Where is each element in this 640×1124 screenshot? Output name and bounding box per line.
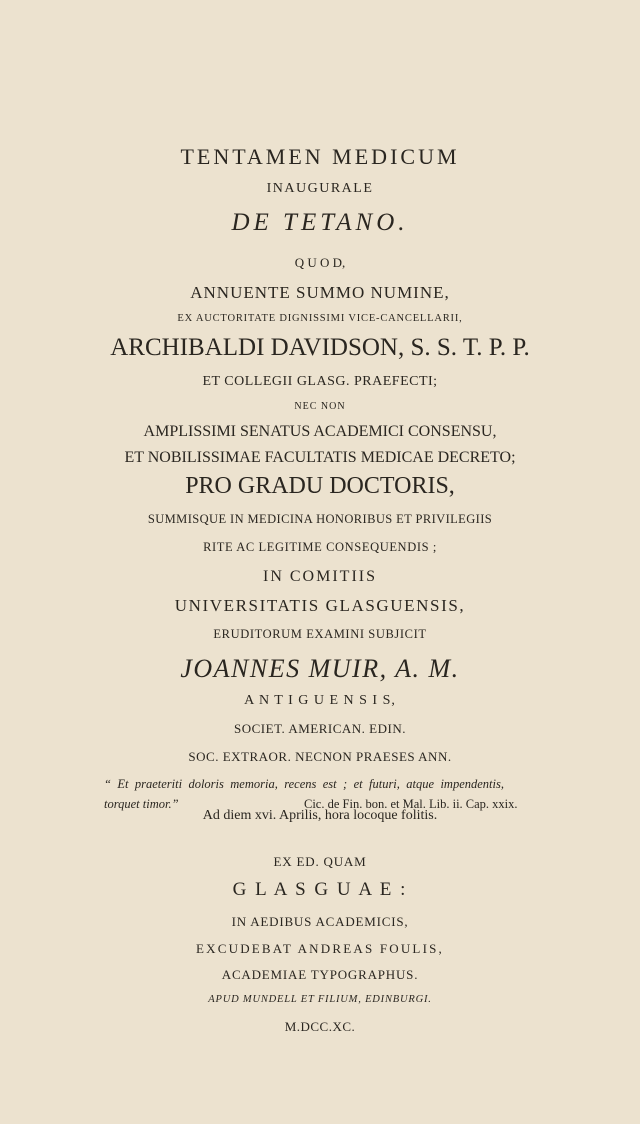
eruditorum-line: ERUDITORUM EXAMINI SUBJICIT <box>213 627 427 641</box>
title-subject: DE TETANO. <box>231 209 409 236</box>
imprint-city: G L A S G U A E : <box>232 879 408 900</box>
auctoritate-line: EX AUCTORITATE DIGNISSIMI VICE-CANCELLARII, <box>177 313 463 324</box>
senatus-line: AMPLISSIMI SENATUS ACADEMICI CONSENSU, <box>143 423 497 440</box>
title-main: TENTAMEN MEDICUM <box>180 144 460 169</box>
in-comitiis-line: IN COMITIIS <box>263 568 377 585</box>
summisque-line: SUMMISQUE IN MEDICINA HONORIBUS ET PRIVILEGIIS <box>147 512 493 526</box>
nec-non-line: NEC NON <box>294 401 346 412</box>
imprint-printer: EXCUDEBAT ANDREAS FOULIS, <box>196 941 444 956</box>
imprint-aedibus: IN AEDIBUS ACADEMICIS, <box>231 914 409 929</box>
author-origin: A N T I G U E N S I S, <box>244 693 396 708</box>
annuente-line: ANNUENTE SUMMO NUMINE, <box>190 283 450 302</box>
rite-line: RITE AC LEGITIME CONSEQUENDIS ; <box>203 540 437 554</box>
imprint-typographus: ACADEMIAE TYPOGRAPHUS. <box>221 967 419 982</box>
imprint-year: M.DCC.XC. <box>284 1019 356 1034</box>
author-societies-1: SOCIET. AMERICAN. EDIN. <box>234 721 406 736</box>
archibaldi-line: ARCHIBALDI DAVIDSON, S. S. T. P. P. <box>110 334 530 361</box>
epigraph-text: “ Et praeteriti doloris memoria, recens est ; et futuri, atque impendentis, torquet timor.” <box>104 777 504 811</box>
epigraph-citation: Cic. de Fin. bon. et Mal. Lib. ii. Cap. xxix. <box>304 797 518 811</box>
date-line: Ad diem xvi. Aprilis, hora locoque folitis. <box>202 808 438 823</box>
author-societies-2: SOC. EXTRAOR. NECNON PRAESES ANN. <box>188 749 452 764</box>
imprint-ex-ed: EX ED. QUAM <box>273 854 367 869</box>
title-inaugurale: INAUGURALE <box>266 181 374 196</box>
collegii-line: ET COLLEGII GLASG. PRAEFECTI; <box>202 374 438 389</box>
imprint-apud: APUD MUNDELL ET FILIUM, EDINBURGI. <box>208 994 432 1005</box>
pro-gradu-line: PRO GRADU DOCTORIS, <box>185 473 455 499</box>
quod-line: Q U O D, <box>294 255 346 270</box>
universitatis-line: UNIVERSITATIS GLASGUENSIS, <box>174 596 466 615</box>
facultatis-line: ET NOBILISSIMAE FACULTATIS MEDICAE DECRETO; <box>124 449 516 466</box>
author-name: JOANNES MUIR, A. M. <box>180 654 460 683</box>
